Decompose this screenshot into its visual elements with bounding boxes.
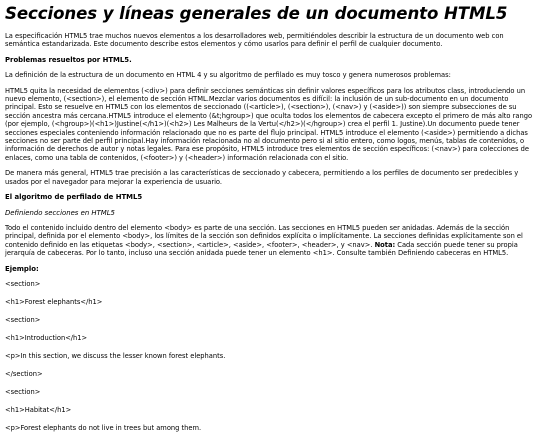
- example-line: <h1>Introduction</h1>: [5, 333, 88, 342]
- page-title: Secciones y líneas generales de un documento HTML5: [5, 4, 508, 23]
- example-line: <h1>Forest elephants</h1>: [5, 297, 103, 306]
- note-label: Nota:: [374, 240, 396, 249]
- example-line: <p>Forest elephants do not live in trees but among them.: [5, 423, 202, 432]
- problems-heading: Problemas resueltos por HTML5.: [5, 55, 132, 64]
- example-line: <section>: [5, 387, 41, 396]
- intro-paragraph: La especificación HTML5 trae muchos nuevos elementos a los desarrolladores web, permitiéndoles describir la estructura de un documento web con semántica estandarizada. Este documento describe estos elementos y cómo usarlos para definir el perfil de cualquier documento.: [5, 32, 504, 49]
- example-line: <p>In this section, we discuss the lesser known forest elephants.: [5, 351, 226, 360]
- example-line: <section>: [5, 279, 41, 288]
- example-line: <h1>Habitat</h1>: [5, 405, 72, 414]
- algorithm-paragraph-end: Cada sección puede tener su propia jerarquía de cabeceras. Por lo tanto, incluso una sección anidada puede tener un elemento <h1>. Consulte también Definiendo cabeceras en HTML5.: [5, 240, 518, 258]
- problems-paragraph-2: HTML5 quita la necesidad de elementos (<div>) para definir secciones semánticas sin definir valores específicos para los atributos class, introduciendo un nuevo elemento, (<section>), el elemento de sección HTML.Mezclar varios documentos es difícil: la inclusión de un sub-documento en un documento principal. Esto se resuelve en HTML5 con los elementos de seccionado ((<article>), (<section>), (<nav>) y (<aside>)) son siempre subsecciones de su sección ancestra más cercana.HTML5 introduce el elemento (&t;hgroup>) que oculta todos los elementos de cabecera excepto el primero de más alto rango (por ejemplo, (<hgroup>)(<h1>)Justine(</h1>)(<h2>) Les Malheurs de la Vertu(</h2>)(</hgroup>) crea el perfil 1. Justine).Un documento puede tener secciones especiales conteniendo información relacionado que no es parte del flujo principal. HTML5 introduce el elemento (<aside>) permitiendo a dichas secciones no ser parte del perfil principal.Hay información relacionada no al documento pero si al sitio entero, como logos, menús, tablas de contenidos, o información de derechos de autor y notas legales. Para ese propósito, HTML5 introduce tres elementos de sección específicos: (<nav>) para colecciones de enlaces, como una tabla de contenidos, (<footer>) y (<header>) información relacionada con el sitio.: [5, 86, 533, 162]
- algorithm-paragraph-start: Todo el contenido incluido dentro del elemento <body> es parte de una sección. Las secciones en HTML5 pueden ser anidadas. Además de la sección principal, definida por el elemento <body>, los límites de la sección son definidos explícita o implícitamente. La secciones definidas explícitamente son el contenido definido en las etiquetas <body>, <section>, <article>, <aside>, <footer>, <header>, y <nav>.: [5, 223, 523, 249]
- algorithm-subheading: Definiendo secciones en HTML5: [5, 208, 115, 217]
- algorithm-paragraph: [5, 224, 535, 258]
- example-line: <section>: [5, 315, 41, 324]
- example-line: </section>: [5, 369, 43, 378]
- example-heading: Ejemplo:: [5, 264, 39, 273]
- problems-paragraph-3: De manera más general, HTML5 trae precisión a las características de seccionado y cabecera, permitiendo a los perfiles de documento ser predecibles y usados por el navegador para mejorar la experiencia de usuario.: [5, 169, 519, 186]
- algorithm-heading: El algoritmo de perfilado de HTML5: [5, 193, 143, 202]
- problems-paragraph-1: La definición de la estructura de un documento en HTML 4 y su algoritmo de perfilado es muy tosco y genera numerosos problemas:: [5, 71, 451, 80]
